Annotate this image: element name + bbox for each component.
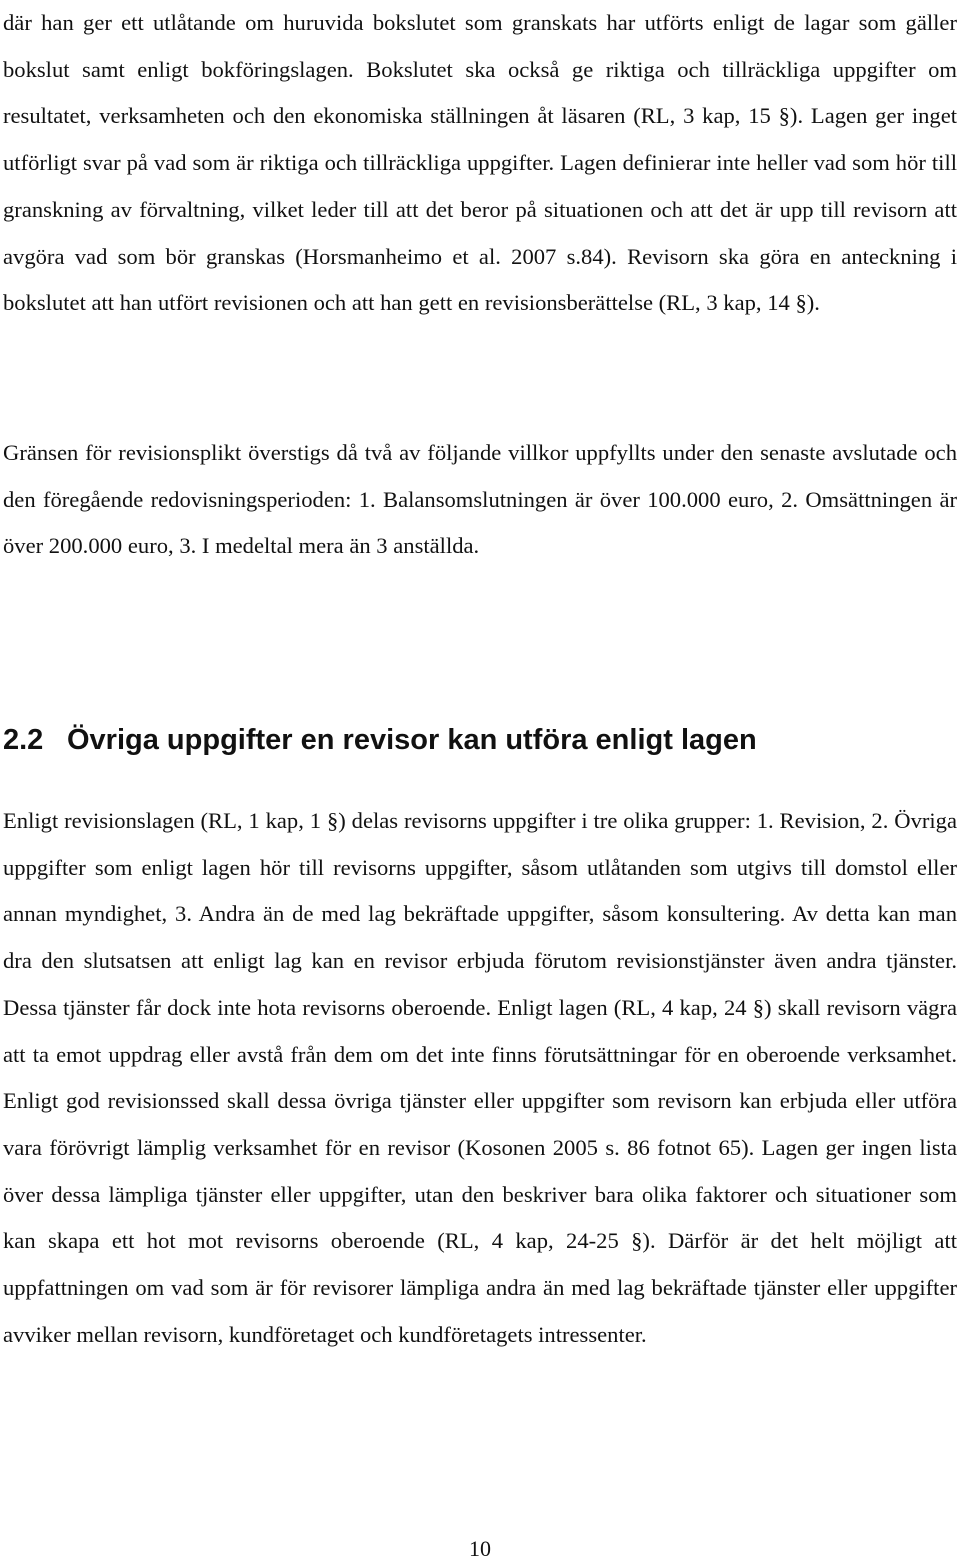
section-heading (3, 724, 757, 757)
page-number: 10 (469, 1536, 491, 1561)
paragraph-audit-threshold: Gränsen för revisionsplikt överstigs då två av följande villkor uppfyllts under den senaste avslutade och den föregående redovisningsperioden: 1. Balansomslutningen är över 100.000 euro, 2. Omsättningen är över 200.000 euro, 3. I medeltal mera än 3 anställda. (3, 440, 957, 559)
section-number: 2.2 (3, 724, 44, 756)
paragraph-revision-report: där han ger ett utlåtande om huruvida bokslutet som granskats har utförts enligt de lagar som gäller bokslut samt enligt bokföringslagen. Bokslutet ska också ge riktiga och tillräckliga uppgifter om resultatet, verksamheten och den ekonomiska ställningen åt läsaren (RL, 3 kap, 15 §). Lagen ger inget utförligt svar på vad som är riktiga och tillräckliga uppgifter. Lagen definierar inte heller vad som hör till granskning av förvaltning, vilket leder till att det beror på situationen och att det är upp till revisorn att avgöra vad som bör granskas (Horsmanheimo et al. 2007 s.84). Revisorn ska göra en anteckning i bokslutet att han utfört revisionen och att han gett en revisionsberättelse (RL, 3 kap, 14 §). (3, 10, 957, 316)
paragraph-other-tasks: Enligt revisionslagen (RL, 1 kap, 1 §) delas revisorns uppgifter i tre olika grupper: 1. Revision, 2. Övriga uppgifter som enligt lagen hör till revisorns uppgifter, såsom utlåtanden som utgivs till domstol eller annan myndighet, 3. Andra än de med lag bekräftade uppgifter, såsom konsultering. Av detta kan man dra den slutsatsen att enligt lag kan en revisor erbjuda förutom revisionstjänster även andra tjänster. Dessa tjänster får dock inte hota revisorns oberoende. Enligt lagen (RL, 4 kap, 24 §) skall revisorn vägra att ta emot uppdrag eller avstå från dem om det inte finns förutsättningar för en oberoende verksamhet. Enligt god revisionssed skall dessa övriga tjänster eller uppgifter som revisorn kan erbjuda eller utföra vara förövrigt lämplig verksamhet för en revisor (Kosonen 2005 s. 86 fotnot 65). Lagen ger ingen lista över dessa lämpliga tjänster eller uppgifter, utan den beskriver bara olika faktorer och situationer som kan skapa ett hot mot revisorns oberoende (RL, 4 kap, 24-25 §). Därför är det helt möjligt att uppfattningen om vad som är för revisorer lämpliga andra än med lag bekräftade tjänster eller uppgifter avviker mellan revisorn, kundföretaget och kundföretagets intressenter. (3, 808, 957, 1347)
section-title: Övriga uppgifter en revisor kan utföra enligt lagen (67, 724, 757, 756)
